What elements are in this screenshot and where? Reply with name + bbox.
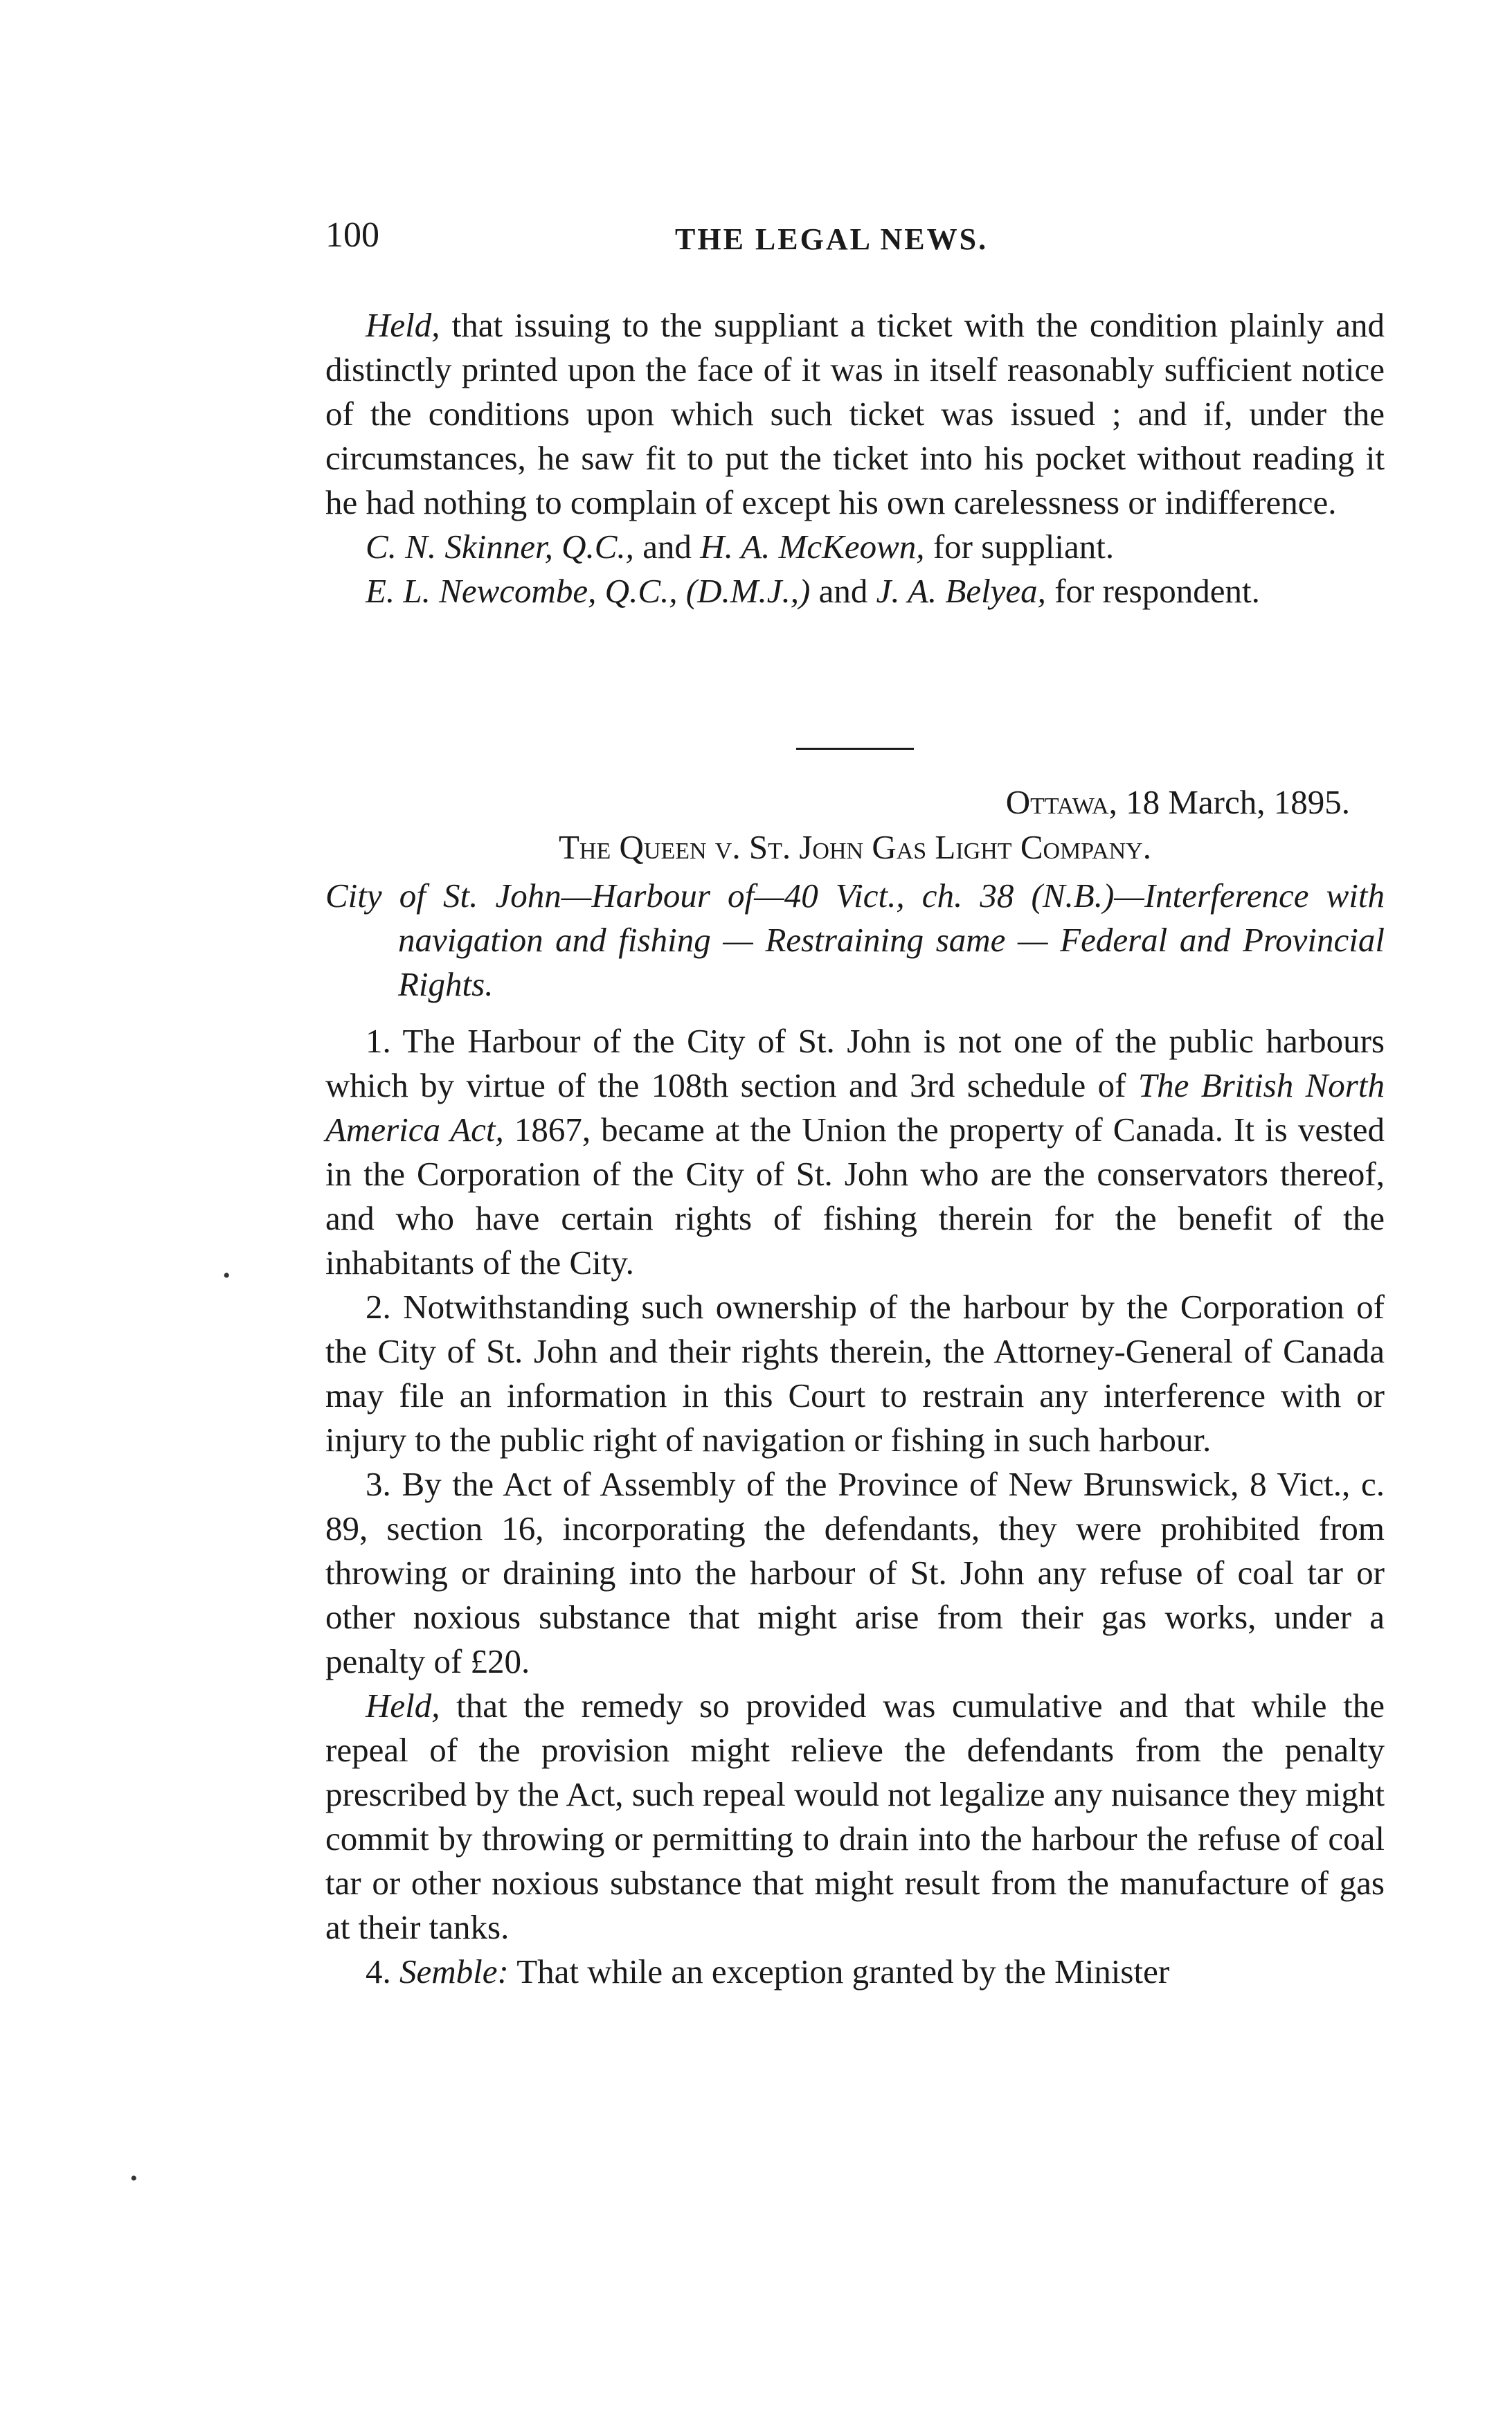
paragraph-4-number: 4.	[366, 1952, 391, 1991]
new-case-block	[325, 874, 1385, 1994]
dateline	[325, 782, 1350, 822]
counsel-role: for suppliant.	[933, 528, 1115, 566]
held-text: that the remedy so provided was cumulative and that while the repeal of the provision might relieve the defendants from the penalty prescribed by the Act, such repeal would not legalize any nuisance they might commit by throwing or permitting to drain into the harbour the refuse of coal tar or other noxious substance that might result from the manufacture of gas at their tanks.	[325, 1687, 1385, 1946]
paragraph-4	[325, 1950, 1385, 1994]
journal-title: THE LEGAL NEWS.	[675, 222, 989, 256]
counsel-names: C. N. Skinner, Q.C.,	[366, 528, 634, 566]
counsel-line-suppliant	[325, 525, 1385, 569]
dateline-place: Ottawa,	[1005, 783, 1117, 821]
counsel-names: J. A. Belyea,	[876, 572, 1046, 610]
counsel-role: for respondent.	[1054, 572, 1260, 610]
prior-case-block	[325, 303, 1385, 613]
held-label: Held,	[366, 1687, 440, 1725]
held-label: Held,	[366, 306, 440, 344]
running-header	[325, 215, 1392, 263]
held-text: that issuing to the suppliant a ticket with the condition plainly and distinctly printed upon the face of it was in itself reasonably sufficient notice of the conditions upon which such ticket was issued ; and if, under the circumstances, he saw fit to put the ticket into his pocket without reading it he had nothing to complain of except his own carelessness or indifference.	[325, 306, 1385, 521]
margin-speck: •	[223, 1264, 231, 1287]
case-title: The Queen v. St. John Gas Light Company.	[559, 828, 1151, 866]
paragraph-4-text: That while an exception granted by the Minister	[516, 1952, 1170, 1991]
section-divider	[796, 748, 914, 750]
paragraph-3: 3. By the Act of Assembly of the Province of New Brunswick, 8 Vict., c. 89, section 16, incorporating the defendants, they were prohibited from throwing or draining into the harbour of St. John any refuse of coal tar or other noxious substance that might arise from their gas works, under a penalty of £20.	[325, 1465, 1385, 1680]
paragraph-2: 2. Notwithstanding such ownership of the harbour by the Corporation of the City of St. John and their rights therein, the Attorney-General of Canada may file an information in this Court to restrain any interference with or injury to the public right of navigation or fishing in such harbour.	[325, 1288, 1385, 1459]
margin-speck: •	[130, 2167, 138, 2190]
counsel-conjunction: and	[818, 572, 868, 610]
act-title: The British North America Act,	[325, 1066, 1385, 1149]
paragraph-1-text: 1. The Harbour of the City of St. John is not one of the public harbours which by virtue of the 108th section and 3rd schedule of	[325, 1022, 1385, 1104]
prior-held-paragraph	[325, 303, 1385, 525]
dateline-date: 18 March, 1895.	[1126, 783, 1350, 821]
held-paragraph	[325, 1684, 1385, 1950]
counsel-names: E. L. Newcombe, Q.C., (D.M.J.,)	[366, 572, 811, 610]
counsel-line-respondent	[325, 569, 1385, 613]
semble-label: Semble:	[399, 1952, 509, 1991]
page-number: 100	[325, 215, 379, 255]
counsel-names: H. A. McKeown,	[700, 528, 925, 566]
paragraph-1-text-cont: 1867, became at the Union the property of Canada. It is vested in the Corporation of the City of St. John who are the conservators thereof, and who have certain rights of fishing therein for the benefit of the inhabitants of the City.	[325, 1111, 1385, 1282]
counsel-conjunction: and	[642, 528, 692, 566]
headnote: City of St. John—Harbour of—40 Vict., ch. 38 (N.B.)—Interference with navigation and fishing — Restraining same — Federal and Provincial Rights.	[325, 877, 1385, 1003]
paragraph-1	[325, 1019, 1385, 1285]
